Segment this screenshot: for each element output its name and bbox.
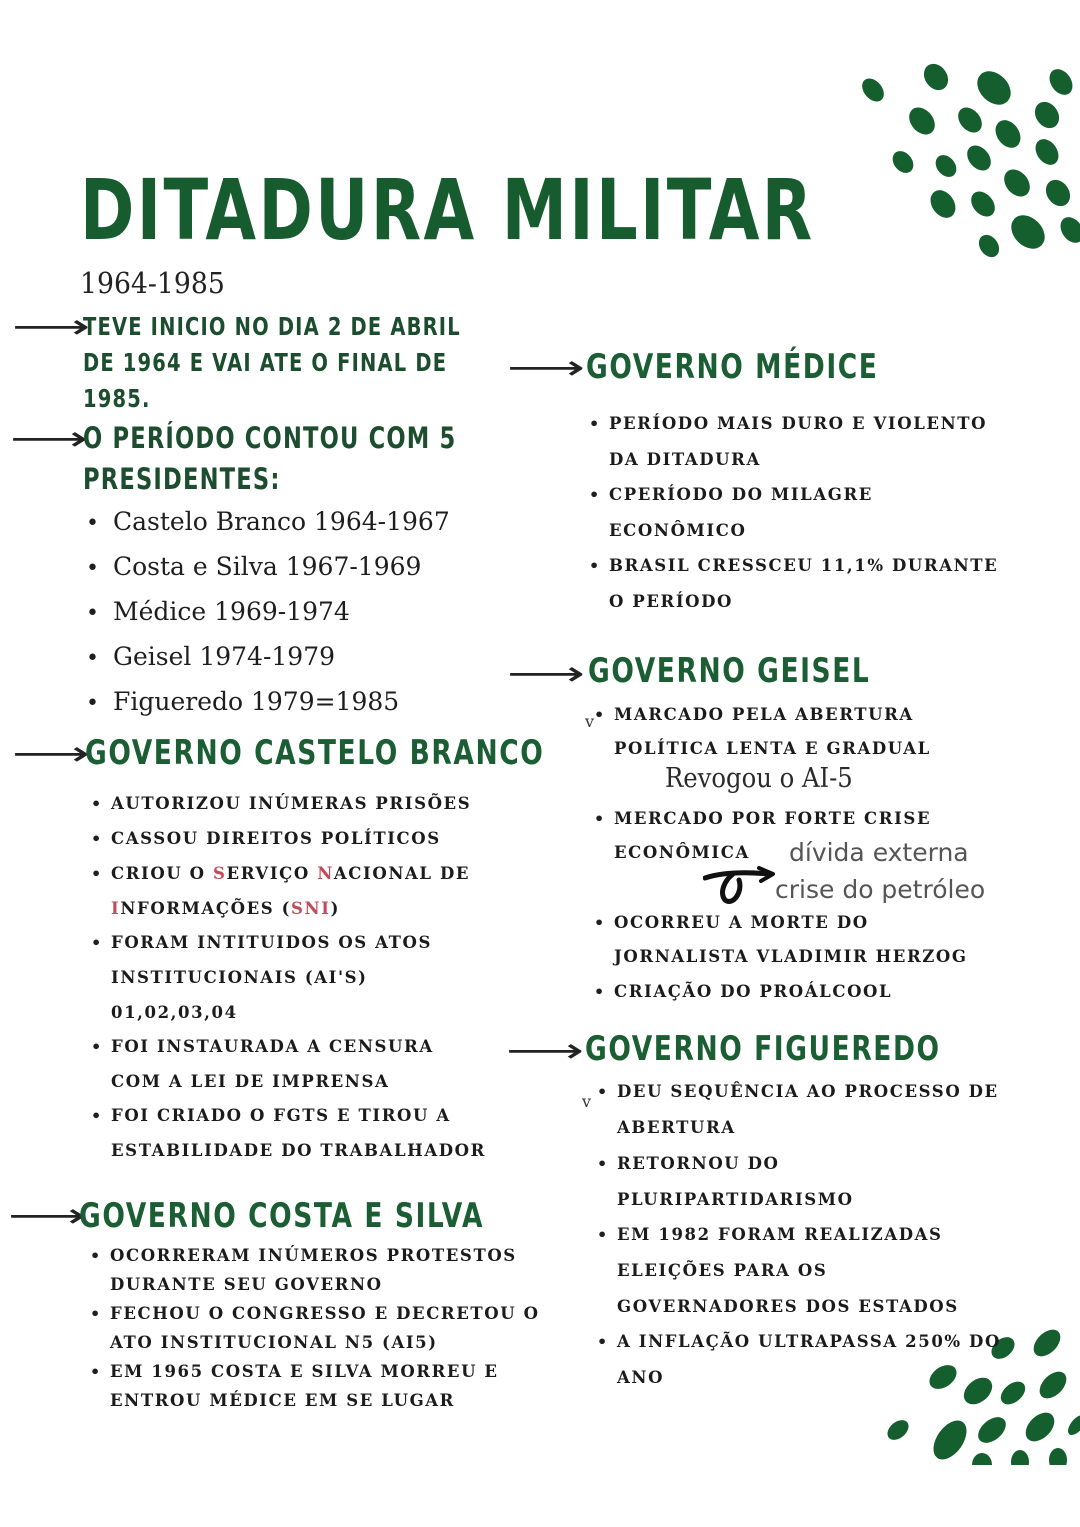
sni-line-1: CRIOU O SERVIÇO NACIONAL DE [111, 864, 471, 883]
president-item: • Médice 1969-1974 [86, 594, 450, 639]
list-item: • A INFLAÇÃO ULTRAPASSA 250% DO ANO [597, 1332, 1001, 1387]
bullet-icon: • [86, 511, 99, 536]
list-item: • FECHOU O CONGRESSO E DECRETOU O ATO INSTITUCIONAL N5 (AI5) [90, 1304, 540, 1352]
castelo-branco-list [91, 794, 486, 1175]
bullet-icon: • [594, 913, 605, 932]
bullet-icon: • [597, 1332, 608, 1351]
list-item [91, 864, 486, 933]
bullet-icon: • [86, 601, 99, 626]
bullet-icon: • [594, 982, 605, 1001]
arrow-icon: ⟶ [12, 734, 90, 774]
bullet-icon: • [91, 864, 102, 883]
intro-point-presidents: O PERÍODO CONTOU COM 5 PRESIDENTES: [83, 421, 457, 496]
list-item: • PERÍODO MAIS DURO E VIOLENTO DA DITADURA [589, 414, 988, 469]
president-item: • Costa e Silva 1967-1969 [86, 549, 450, 594]
date-range: 1964-1985 [80, 266, 225, 300]
list-item: • AUTORIZOU INÚMERAS PRISÕES [91, 794, 472, 813]
bullet-icon: • [91, 829, 102, 848]
bullet-icon: • [86, 556, 99, 581]
list-item: • BRASIL CRESSCEU 11,1% DURANTE O PERÍODO [589, 556, 999, 611]
list-item: • CASSOU DIREITOS POLÍTICOS [91, 829, 441, 848]
arrow-icon: ⟶ [506, 1031, 584, 1071]
list-item: • RETORNOU DO PLURIPARTIDARISMO [597, 1154, 854, 1209]
note-crise-petroleo: crise do petróleo [775, 875, 986, 904]
president-item: • Figueredo 1979=1985 [86, 684, 450, 729]
costa-e-silva-list [90, 1246, 540, 1420]
president-item: • Geisel 1974-1979 [86, 639, 450, 684]
medice-list [589, 414, 999, 627]
bullet-icon: • [594, 809, 605, 828]
list-item: • CRIAÇÃO DO PROÁLCOOL [594, 982, 893, 1001]
list-item: • OCORRERAM INÚMEROS PROTESTOS DURANTE SEU GOVERNO [90, 1246, 517, 1294]
bullet-icon: • [86, 646, 99, 671]
check-mark-icon: v [585, 712, 595, 731]
decorative-dots-top [850, 50, 1080, 270]
list-item: • FOI CRIADO O FGTS E TIROU A ESTABILIDADE DO TRABALHADOR [91, 1106, 486, 1160]
arrow-icon: ⟶ [10, 419, 88, 459]
list-item: • EM 1982 FORAM REALIZADAS ELEIÇÕES PARA OS GOVERNADORES DOS ESTADOS [597, 1225, 959, 1316]
bullet-icon: • [91, 794, 102, 813]
presidents-list [86, 504, 450, 729]
section-heading-costa-e-silva: GOVERNO COSTA E SILVA [79, 1196, 485, 1236]
bullet-icon: • [589, 556, 600, 575]
bullet-icon: • [589, 414, 600, 433]
list-item: • FORAM INTITUIDOS OS ATOS INSTITUCIONAIS (AI'S) 01,02,03,04 [91, 933, 433, 1022]
arrow-icon: ⟶ [507, 348, 585, 388]
page-title: DITADURA MILITAR [80, 161, 815, 259]
intro-point-start-date: TEVE INICIO NO DIA 2 DE ABRIL DE 1964 E VAI ATE O FINAL DE 1985. [83, 312, 461, 413]
arrow-icon: ⟶ [12, 307, 90, 347]
bullet-icon: • [91, 933, 102, 952]
bullet-icon: • [86, 691, 99, 716]
note-divida-externa: dívida externa [789, 838, 969, 867]
list-item: • MARCADO PELA ABERTURA POLÍTICA LENTA E GRADUAL [594, 705, 931, 758]
note-revogou-ai5: Revogou o AI-5 [665, 763, 853, 794]
bullet-icon: • [91, 1106, 102, 1125]
bullet-icon: • [90, 1246, 101, 1265]
list-item: • OCORREU A MORTE DO JORNALISTA VLADIMIR HERZOG [594, 913, 968, 966]
bullet-icon: • [589, 485, 600, 504]
section-heading-castelo-branco: GOVERNO CASTELO BRANCO [85, 733, 545, 773]
bullet-icon: • [597, 1225, 608, 1244]
bullet-icon: • [91, 1037, 102, 1056]
list-item: • DEU SEQUÊNCIA AO PROCESSO DE ABERTURA [597, 1082, 999, 1137]
list-item: • FOI INSTAURADA A CENSURA COM A LEI DE IMPRENSA [91, 1037, 434, 1091]
sni-line-2: INFORMAÇÕES (SNI) [111, 899, 340, 918]
bullet-icon: • [90, 1362, 101, 1381]
bullet-icon: • [597, 1082, 608, 1101]
president-item: • Castelo Branco 1964-1967 [86, 504, 450, 549]
list-item: • MERCADO POR FORTE CRISE ECONÔMICA [594, 809, 932, 862]
list-item: • EM 1965 COSTA E SILVA MORREU E ENTROU MÉDICE EM SE LUGAR [90, 1362, 499, 1410]
section-heading-figueredo: GOVERNO FIGUEREDO [585, 1029, 941, 1069]
list-item: • CPERÍODO DO MILAGRE ECONÔMICO [589, 485, 873, 540]
arrow-icon: ⟶ [507, 654, 585, 694]
section-heading-geisel: GOVERNO GEISEL [588, 651, 871, 691]
bullet-icon: • [594, 705, 605, 724]
bullet-icon: • [597, 1154, 608, 1173]
arrow-icon: ⟶ [8, 1196, 86, 1236]
check-mark-icon: v [582, 1092, 592, 1111]
section-heading-medice: GOVERNO MÉDICE [586, 347, 879, 387]
bullet-icon: • [90, 1304, 101, 1323]
curly-arrow-icon [703, 866, 779, 908]
figueredo-list [597, 1082, 1001, 1404]
